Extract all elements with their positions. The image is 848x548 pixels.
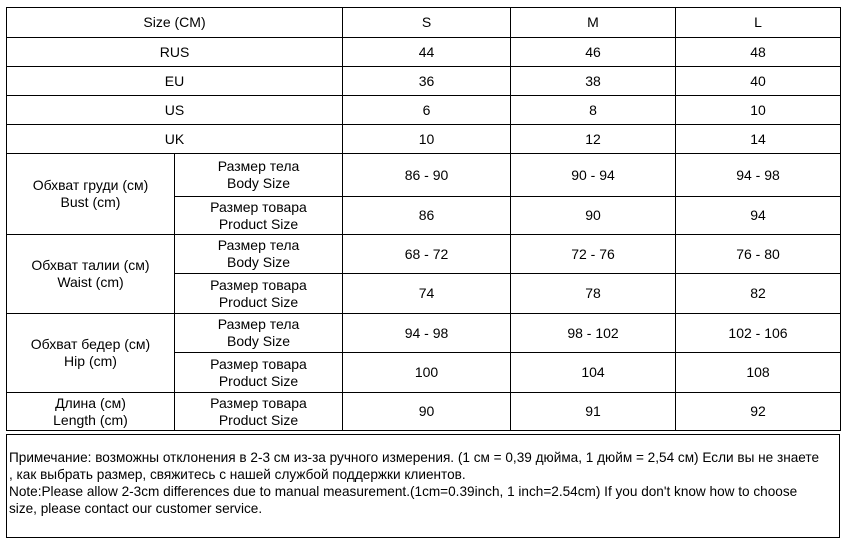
body-size-label-en: Body Size (226, 333, 291, 349)
cell-rus-m: 46 (511, 38, 676, 67)
cell-length-product-s: 90 (343, 393, 511, 431)
row-uk (7, 125, 841, 154)
hip-label (7, 314, 175, 393)
cell-length-product-l: 92 (676, 393, 841, 431)
row-bust-body (7, 154, 841, 197)
hip-product-size-label (175, 353, 343, 393)
waist-body-size-label (175, 235, 343, 274)
cell-waist-product-m: 78 (511, 274, 676, 314)
cell-waist-product-l: 82 (676, 274, 841, 314)
length-label-ru: Длина (см) (55, 394, 126, 411)
cell-hip-body-m: 98 - 102 (511, 314, 676, 353)
hip-body-size-label (175, 314, 343, 353)
waist-label (7, 235, 175, 314)
size-header-label: Size (CM) (7, 8, 343, 38)
cell-rus-l: 48 (676, 38, 841, 67)
cell-waist-body-m: 72 - 76 (511, 235, 676, 274)
cell-bust-body-m: 90 - 94 (511, 154, 676, 197)
cell-uk-m: 12 (511, 125, 676, 154)
bust-label-ru: Обхват груди (см) (32, 177, 149, 193)
bust-label-en: Bust (cm) (60, 194, 121, 210)
note-ru-line-2: , как выбрать размер, свяжитесь с нашей службой поддержки клиентов. (9, 467, 466, 482)
row-length (7, 393, 841, 431)
row-hip-body (7, 314, 841, 353)
size-header-s: S (343, 8, 511, 38)
product-size-label-ru: Размер товара (210, 198, 307, 215)
note-en-line-2: size, please contact our customer service. (9, 501, 263, 516)
body-size-label-ru: Размер тела (217, 237, 300, 253)
cell-us-l: 10 (676, 96, 841, 125)
cell-waist-product-s: 74 (343, 274, 511, 314)
bust-product-size-label (175, 197, 343, 235)
cell-eu-l: 40 (676, 67, 841, 96)
size-header-m: M (511, 8, 676, 38)
cell-bust-body-s: 86 - 90 (343, 154, 511, 197)
size-chart-table (6, 7, 841, 431)
cell-hip-product-l: 108 (676, 353, 841, 393)
cell-hip-product-m: 104 (511, 353, 676, 393)
cell-rus-s: 44 (343, 38, 511, 67)
product-size-label-en: Product Size (218, 215, 299, 232)
bust-body-size-label (175, 154, 343, 197)
cell-waist-body-l: 76 - 80 (676, 235, 841, 274)
cell-us-s: 6 (343, 96, 511, 125)
row-eu (7, 67, 841, 96)
hip-label-ru: Обхват бедер (см) (30, 336, 151, 352)
note-en-line-1: Note:Please allow 2-3cm differences due to manual measurement.(1cm=0.39inch, 1 inch=2.54cm) If you don't know how to choose (9, 484, 798, 499)
row-label-uk: UK (7, 125, 343, 154)
product-size-label-en: Product Size (218, 411, 299, 428)
row-rus (7, 38, 841, 67)
cell-uk-s: 10 (343, 125, 511, 154)
length-label-en: Length (cm) (53, 411, 128, 428)
waist-label-en: Waist (cm) (57, 274, 124, 290)
cell-hip-body-l: 102 - 106 (676, 314, 841, 353)
measurement-note (6, 434, 840, 538)
cell-bust-product-s: 86 (343, 197, 511, 235)
waist-label-ru: Обхват талии (см) (31, 257, 150, 273)
hip-label-en: Hip (cm) (64, 353, 117, 369)
cell-hip-product-s: 100 (343, 353, 511, 393)
bust-label (7, 154, 175, 235)
cell-hip-body-s: 94 - 98 (343, 314, 511, 353)
cell-bust-product-l: 94 (676, 197, 841, 235)
cell-eu-m: 38 (511, 67, 676, 96)
header-row (7, 8, 841, 38)
body-size-label-en: Body Size (226, 254, 291, 270)
row-label-eu: EU (7, 67, 343, 96)
row-label-us: US (7, 96, 343, 125)
cell-bust-product-m: 90 (511, 197, 676, 235)
cell-eu-s: 36 (343, 67, 511, 96)
product-size-label-en: Product Size (218, 293, 299, 310)
product-size-label-en: Product Size (218, 372, 299, 389)
cell-waist-body-s: 68 - 72 (343, 235, 511, 274)
cell-us-m: 8 (511, 96, 676, 125)
note-ru-line-1: Примечание: возможны отклонения в 2-3 см из-за ручного измерения. (1 см = 0,39 дюйма, 1 дюйм = 2,54 см) Если вы не знаете (9, 450, 820, 465)
cell-length-product-m: 91 (511, 393, 676, 431)
row-label-rus: RUS (7, 38, 343, 67)
row-us (7, 96, 841, 125)
length-product-size-label (175, 393, 343, 431)
row-waist-body (7, 235, 841, 274)
length-label (7, 393, 175, 431)
cell-uk-l: 14 (676, 125, 841, 154)
waist-product-size-label (175, 274, 343, 314)
product-size-label-ru: Размер товара (210, 355, 307, 372)
product-size-label-ru: Размер товара (210, 276, 307, 293)
size-header-l: L (676, 8, 841, 38)
body-size-label-en: Body Size (226, 175, 291, 191)
product-size-label-ru: Размер товара (210, 394, 307, 411)
body-size-label-ru: Размер тела (217, 316, 300, 332)
body-size-label-ru: Размер тела (217, 158, 300, 174)
cell-bust-body-l: 94 - 98 (676, 154, 841, 197)
